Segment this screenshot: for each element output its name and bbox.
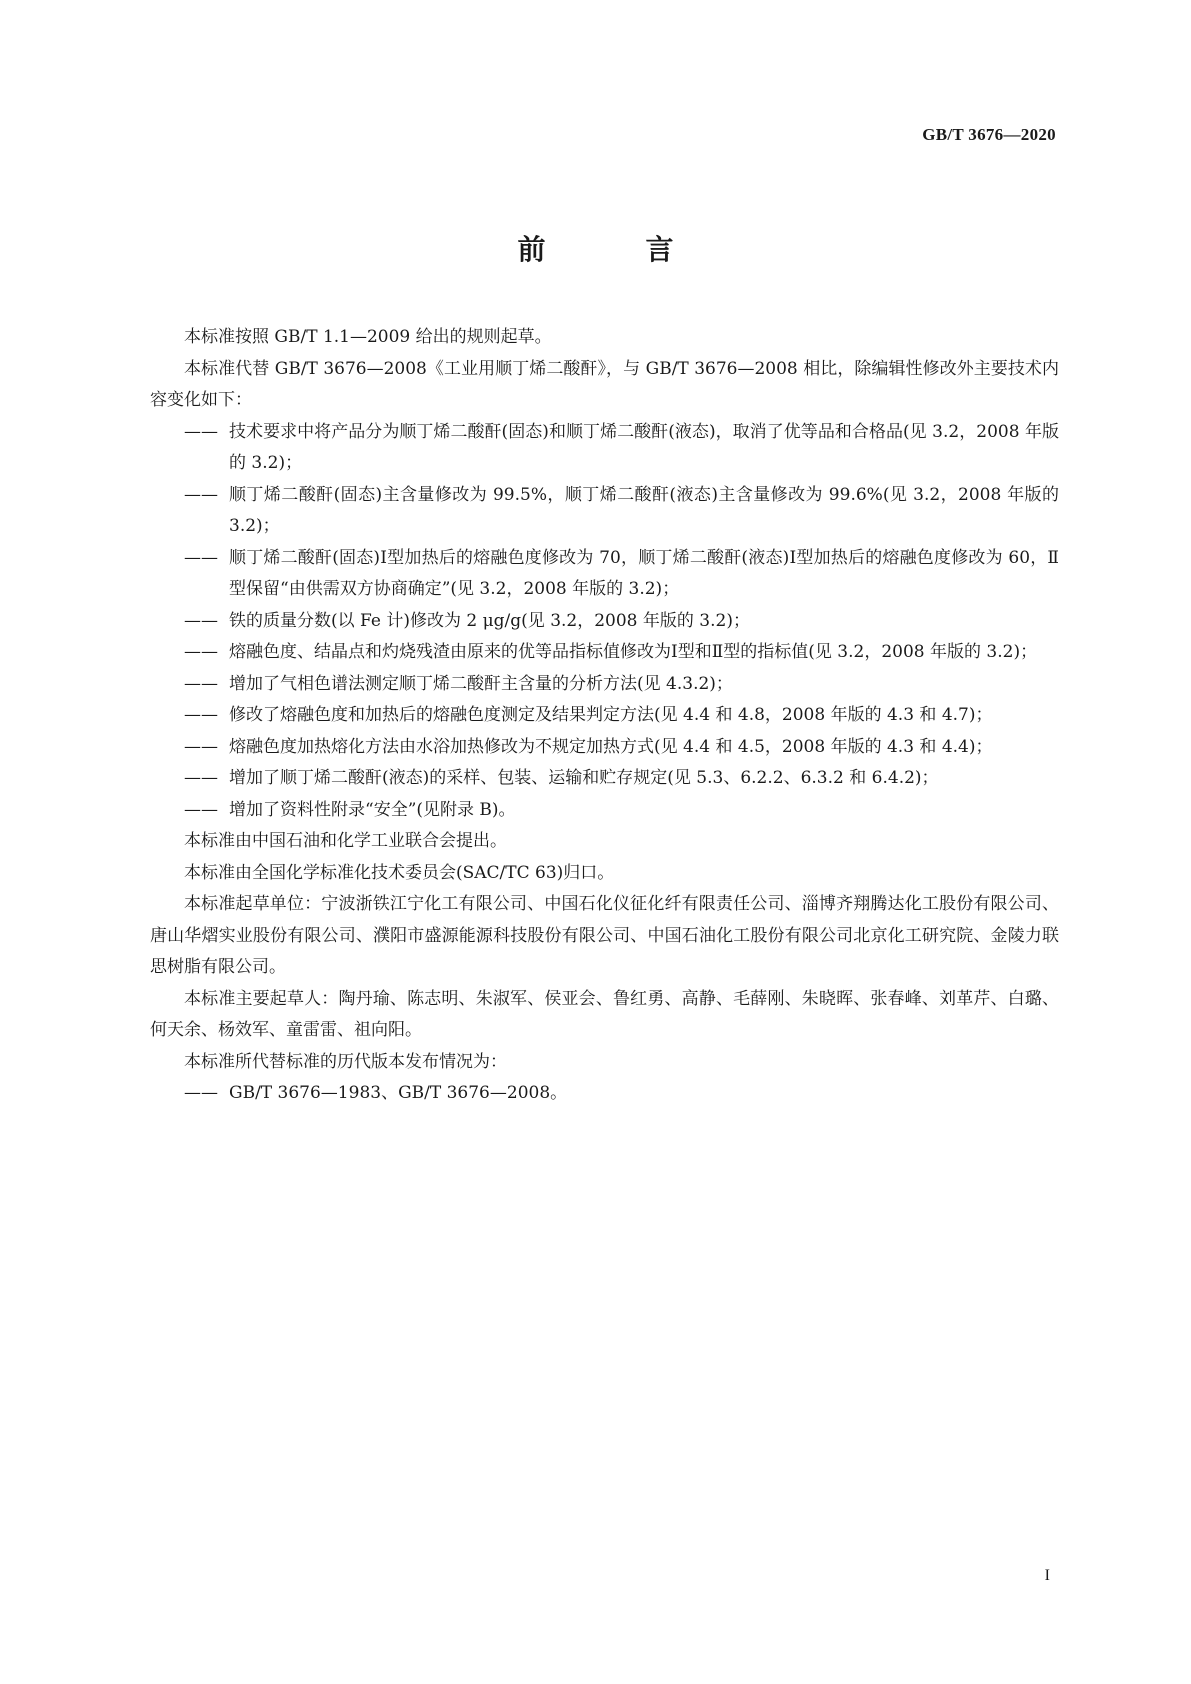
history-item-text: GB/T 3676—1983、GB/T 3676—2008。 <box>229 1083 568 1103</box>
change-item <box>184 700 1059 732</box>
dash-mark: —— <box>184 799 218 820</box>
change-item-text: 顺丁烯二酸酐(固态)主含量修改为 99.5%，顺丁烯二酸酐(液态)主含量修改为 99.6%(见 3.2，2008 年版的 3.2)； <box>229 484 1059 536</box>
change-item <box>184 417 1059 480</box>
dash-mark: —— <box>184 705 218 725</box>
change-item-text: 增加了资料性附录“安全”(见附录 B)。 <box>229 799 516 820</box>
paragraph-drafters: 本标准主要起草人：陶丹瑜、陈志明、朱淑军、侯亚会、鲁红勇、高静、毛薛刚、朱晓晖、张春峰、刘革芹、白璐、何天余、杨效军、童雷雷、祖向阳。 <box>150 988 1059 1040</box>
dash-mark: —— <box>184 484 218 505</box>
change-item <box>184 637 1059 669</box>
dash-mark: —— <box>184 421 218 442</box>
change-item <box>184 732 1059 764</box>
paragraph-drafting-rules: 本标准按照 GB/T 1.1—2009 给出的规则起草。 <box>184 327 552 347</box>
dash-mark: —— <box>184 768 218 788</box>
foreword-body <box>150 322 1059 1110</box>
change-item-text: 修改了熔融色度和加热后的熔融色度测定及结果判定方法(见 4.4 和 4.8，2008 年版的 4.3 和 4.7)； <box>229 705 993 725</box>
paragraph-committee: 本标准由全国化学标准化技术委员会(SAC/TC 63)归口。 <box>184 862 615 883</box>
dash-mark: —— <box>184 673 218 694</box>
change-item <box>184 543 1059 606</box>
history-item <box>184 1078 1059 1110</box>
change-item <box>184 795 1059 827</box>
change-item-text: 技术要求中将产品分为顺丁烯二酸酐(固态)和顺丁烯二酸酐(液态)，取消了优等品和合格品(见 3.2，2008 年版的 3.2)； <box>229 421 1059 473</box>
page-title: 前 言 <box>517 233 710 266</box>
dash-mark: —— <box>184 547 218 568</box>
change-item <box>184 606 1059 638</box>
change-item-text: 熔融色度加热熔化方法由水浴加热修改为不规定加热方式(见 4.4 和 4.5，2008 年版的 4.3 和 4.4)； <box>229 736 993 757</box>
change-item-text: 铁的质量分数(以 Fe 计)修改为 2 μg/g(见 3.2，2008 年版的 3.2)； <box>229 610 750 631</box>
dash-mark: —— <box>184 736 218 757</box>
paragraph-drafting-units: 本标准起草单位：宁波浙铁江宁化工有限公司、中国石化仪征化纤有限责任公司、淄博齐翔腾达化工股份有限公司、唐山华熠实业股份有限公司、濮阳市盛源能源科技股份有限公司、中国石油化工股份有限公司北京化工研究院、金陵力联思树脂有限公司。 <box>150 894 1059 977</box>
change-item-text: 顺丁烯二酸酐(固态)Ⅰ型加热后的熔融色度修改为 70，顺丁烯二酸酐(液态)Ⅰ型加热后的熔融色度修改为 60，Ⅱ型保留“由供需双方协商确定”(见 3.2，2008 年版的 3.2)； <box>229 547 1059 599</box>
change-item <box>184 763 1059 795</box>
change-item <box>184 669 1059 701</box>
paragraph-replacement: 本标准代替 GB/T 3676—2008《工业用顺丁烯二酸酐》，与 GB/T 3676—2008 相比，除编辑性修改外主要技术内容变化如下： <box>150 358 1059 410</box>
change-item-text: 增加了顺丁烯二酸酐(液态)的采样、包装、运输和贮存规定(见 5.3、6.2.2、6.3.2 和 6.4.2)； <box>229 768 939 788</box>
dash-mark: —— <box>184 642 218 662</box>
paragraph-history-intro: 本标准所代替标准的历代版本发布情况为： <box>184 1051 507 1072</box>
dash-mark: —— <box>184 610 218 631</box>
standard-code: GB/T 3676—2020 <box>922 125 1056 144</box>
dash-mark: —— <box>184 1083 218 1103</box>
page-number: I <box>1044 1567 1050 1584</box>
change-item-text: 增加了气相色谱法测定顺丁烯二酸酐主含量的分析方法(见 4.3.2)； <box>229 673 733 694</box>
paragraph-proposer: 本标准由中国石油和化学工业联合会提出。 <box>184 831 507 851</box>
change-item-text: 熔融色度、结晶点和灼烧残渣由原来的优等品指标值修改为Ⅰ型和Ⅱ型的指标值(见 3.2，2008 年版的 3.2)； <box>229 642 1038 662</box>
change-item <box>184 480 1059 543</box>
